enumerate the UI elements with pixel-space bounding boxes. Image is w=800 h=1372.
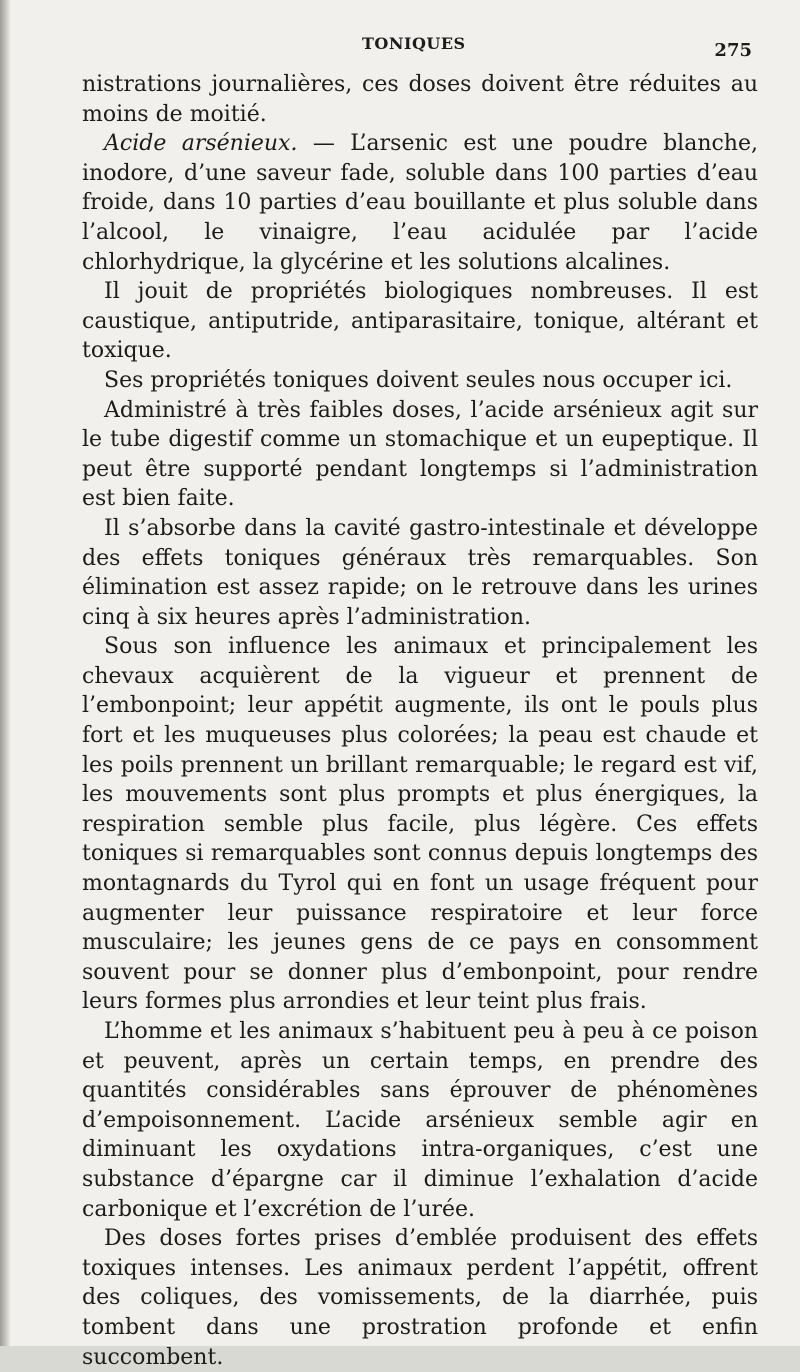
page-binding-edge	[0, 0, 10, 1346]
paragraph: L’homme et les animaux s’habituent peu à peu à ce poison et peuvent, après un certain temps, en prendre des quantités considérables sans éprouver de phénomènes d’empoisonnement. L’acide arsénieux semble agir en diminuant les oxydations intra-organiques, c’est une substance d’épargne car il diminue l’exhalation d’acide carbonique et l’excrétion de l’urée.	[82, 1019, 758, 1222]
paragraph: Ses propriétés toniques doivent seules nous occuper ici.	[104, 367, 733, 393]
page-header	[0, 30, 800, 60]
section-term: Acide arsénieux.	[104, 131, 298, 157]
paragraph: Des doses fortes prises d’emblée produisent des effets toxiques intenses. Les animaux perdent l’appétit, offrent des coliques, des vomissements, de la diarrhée, puis tombent dans une prostration profonde et enfin succombent.	[82, 1226, 758, 1370]
paragraph-continued: nistrations journalières, ces doses doivent être réduites au moins de moitié.	[82, 72, 758, 127]
paragraph: Administré à très faibles doses, l’acide arsénieux agit sur le tube digestif comme un stomachique et un eupeptique. Il peut être supporté pendant longtemps si l’administration est bien faite.	[82, 397, 758, 512]
running-head: TONIQUES	[362, 34, 466, 53]
paragraph: Sous son influence les animaux et principalement les chevaux acquièrent de la vigueur et prennent de l’embonpoint; leur appétit augmente, ils ont le pouls plus fort et les muqueuses plus colorées; la peau est chaude et les poils prennent un brillant remarquable; le regard est vif, les mouvements sont plus prompts et plus énergiques, la respiration semble plus facile, plus légère. Ces effets toniques si remarquables sont connus depuis longtemps des montagnards du Tyrol qui en font un usage fréquent pour augmenter leur puissance respiratoire et leur force musculaire; les jeunes gens de ce pays en consomment souvent pour se donner plus d’embonpoint, pour rendre leurs formes plus arrondies et leur teint plus frais.	[82, 634, 758, 1015]
body-text	[82, 70, 758, 1372]
paragraph-acide-arsenieux	[82, 129, 758, 277]
paragraph: Il s’absorbe dans la cavité gastro-intestinale et développe des effets toniques généraux très remarquables. Son élimination est assez rapide; on le retrouve dans les urines cinq à six heures après l’administration.	[82, 515, 758, 630]
paragraph-text: — L’arsenic est une poudre blanche, inodore, d’une saveur fade, soluble dans 100 parties d’eau froide, dans 10 parties d’eau bouillante et plus soluble dans l’alcool, le vinaigre, l’eau acidulée par l’acide chlorhydrique, la glycérine et les solutions alcalines.	[82, 131, 758, 275]
page-number: 275	[714, 40, 752, 61]
paragraph: Il jouit de propriétés biologiques nombreuses. Il est caustique, antiputride, antiparasitaire, tonique, altérant et toxique.	[82, 279, 758, 364]
